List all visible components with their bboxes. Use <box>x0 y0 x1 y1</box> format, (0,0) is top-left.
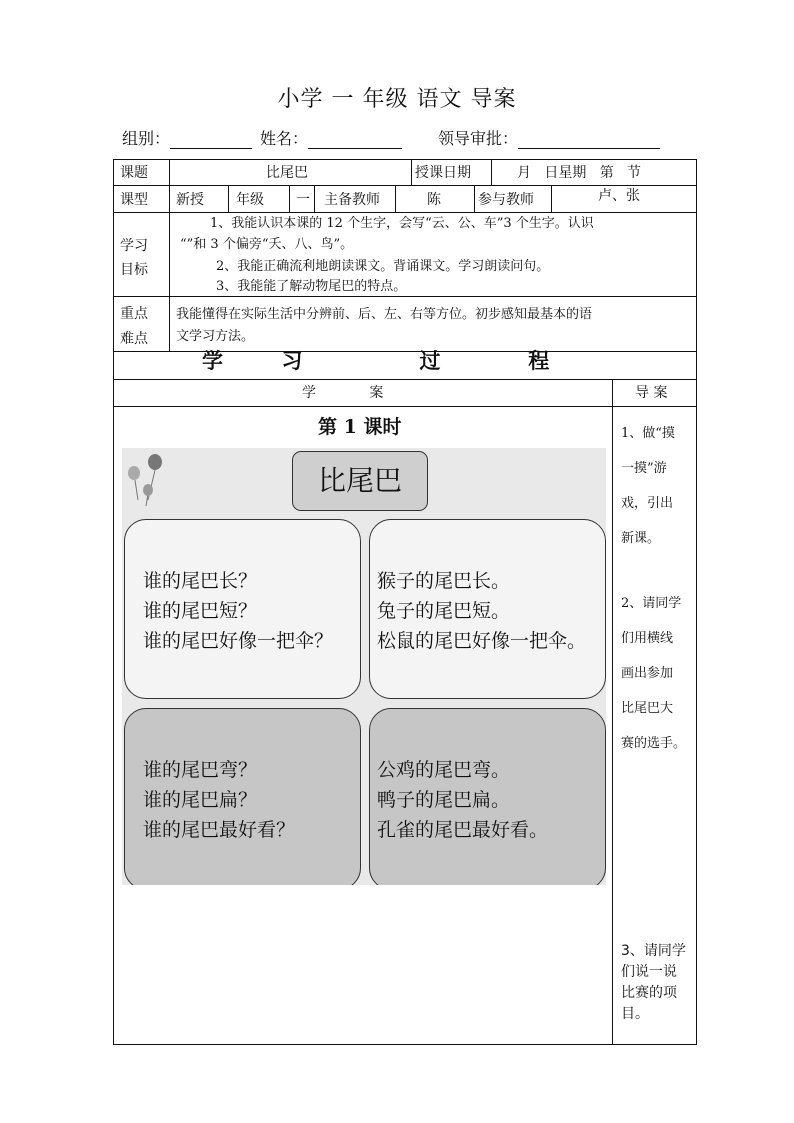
guide-step-3 <box>621 941 695 1025</box>
lesson-picture <box>122 448 606 885</box>
grade-value: 一 <box>296 192 310 208</box>
type-label: 课型 <box>120 192 148 208</box>
question-line: 谁的尾巴扁？ <box>143 789 258 811</box>
guide-step-1 <box>621 416 695 556</box>
question-line: 谁的尾巴弯？ <box>143 759 258 781</box>
main-teacher-value: 陈 <box>427 192 441 208</box>
goal-1a: 1、我能认识本课的 12 个生字，会写“云、公、车”3 个生字。认识 <box>210 216 594 231</box>
goals-label-1: 学习 <box>120 238 148 254</box>
guide-step-2-line: 比尾巴大 <box>621 701 674 716</box>
group-label: 组别： <box>122 129 171 148</box>
guide-step-2-line: 们用横线 <box>621 631 674 646</box>
co-teacher-label: 参与教师 <box>478 192 534 208</box>
key-label-1: 重点 <box>120 306 148 322</box>
guide-step-2-line: 2、请同学 <box>621 596 682 611</box>
question-line: 谁的尾巴长？ <box>143 570 258 592</box>
picture-title: 比尾巴 <box>292 451 428 511</box>
guide-step-3-line: 目。 <box>621 1006 649 1022</box>
question-bubble-2 <box>124 708 361 885</box>
goal-2: 2、我能正确流利地朗读课文。背诵课文。学习朗读问句。 <box>216 259 550 274</box>
lesson-value: 比尾巴 <box>266 165 308 181</box>
guide-step-1-line: 戏，引出 <box>621 496 674 511</box>
key-line-a: 我能懂得在实际生活中分辨前、后、左、右等方位。初步感知最基本的语 <box>176 307 593 322</box>
page-title: 小学 一 年级 语文 导案 <box>277 87 517 112</box>
lesson-label: 课题 <box>120 165 148 181</box>
guide-step-2 <box>621 586 697 761</box>
group-field <box>122 126 252 149</box>
period-title: 第 1 课时 <box>318 416 402 438</box>
question-line: 谁的尾巴最好看？ <box>143 819 296 841</box>
approval-label: 领导审批： <box>438 129 519 148</box>
goal-3: 3、我能能了解动物尾巴的特点。 <box>216 279 407 294</box>
guide-column-header: 导 案 <box>635 385 668 401</box>
guide-step-3-line: 们说一说 <box>621 964 677 980</box>
name-blank <box>308 130 402 149</box>
group-blank <box>170 130 252 149</box>
name-field <box>260 126 402 149</box>
answer-line: 公鸡的尾巴弯。 <box>377 759 511 781</box>
guide-step-2-line: 赛的选手。 <box>621 736 687 751</box>
process-heading: 学 习 过 程 <box>202 349 550 373</box>
plan-column-header: 学 案 <box>302 385 384 401</box>
answer-bubble-2 <box>369 708 606 885</box>
grade-label: 年级 <box>236 192 264 208</box>
type-value: 新授 <box>176 192 204 208</box>
answer-line: 孔雀的尾巴最好看。 <box>377 819 549 841</box>
answer-line: 鸭子的尾巴扁。 <box>377 789 511 811</box>
date-value: 月 日星期 第 节 <box>517 165 642 181</box>
answer-line: 兔子的尾巴短。 <box>377 600 511 622</box>
goal-1b: “”和 3 个偏旁“夭、八、鸟”。 <box>180 237 354 252</box>
key-line-b: 文学习方法。 <box>176 329 255 344</box>
answer-line: 松鼠的尾巴好像一把伞。 <box>377 630 587 652</box>
co-teacher-value: 卢、张 <box>598 188 640 204</box>
guide-step-2-line: 画出参加 <box>621 666 674 681</box>
answer-line: 猴子的尾巴长。 <box>377 570 511 592</box>
question-line: 谁的尾巴好像一把伞？ <box>143 630 334 652</box>
question-bubble-1 <box>124 519 361 699</box>
key-label-2: 难点 <box>120 331 148 347</box>
balloons-icon <box>122 448 182 508</box>
guide-step-1-line: 一摸”游 <box>621 461 667 476</box>
approval-blank <box>518 130 660 149</box>
guide-step-1-line: 新课。 <box>621 531 661 546</box>
name-label: 姓名： <box>260 129 309 148</box>
guide-step-1-line: 1、做“摸 <box>621 426 675 441</box>
main-teacher-label: 主备教师 <box>324 192 380 208</box>
question-line: 谁的尾巴短？ <box>143 600 258 622</box>
guide-step-3-line: 比赛的项 <box>621 985 677 1001</box>
answer-bubble-1 <box>369 519 606 699</box>
approval-field <box>438 126 660 149</box>
date-label: 授课日期 <box>415 165 471 181</box>
guide-step-3-line: 3、请同学 <box>621 943 686 959</box>
goals-label-2: 目标 <box>120 262 148 278</box>
